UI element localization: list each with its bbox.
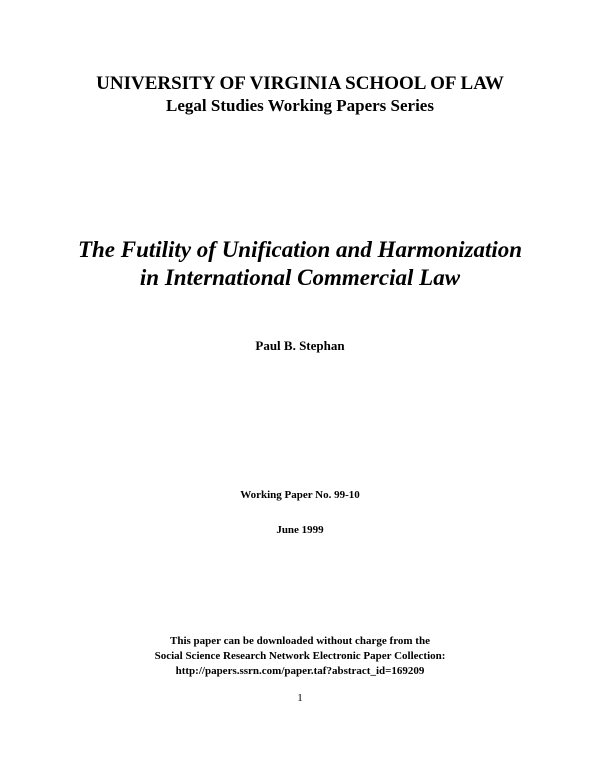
working-paper-date: June 1999: [276, 524, 324, 536]
page-number: 1: [297, 692, 303, 704]
series-heading: Legal Studies Working Papers Series: [166, 96, 434, 115]
availability-note-line-2: Social Science Research Network Electronic Paper Collection:: [154, 650, 446, 662]
working-paper-number: Working Paper No. 99-10: [240, 489, 360, 501]
ssrn-url: http://papers.ssrn.com/paper.taf?abstract_id=169209: [175, 665, 425, 677]
paper-title-line-2: in International Commercial Law: [139, 265, 461, 290]
paper-title-line-1: The Futility of Unification and Harmonization: [77, 237, 523, 262]
author-name: Paul B. Stephan: [255, 338, 345, 353]
availability-note-line-1: This paper can be downloaded without charge from the: [170, 635, 430, 647]
institution-heading: UNIVERSITY OF VIRGINIA SCHOOL OF LAW: [96, 73, 504, 94]
